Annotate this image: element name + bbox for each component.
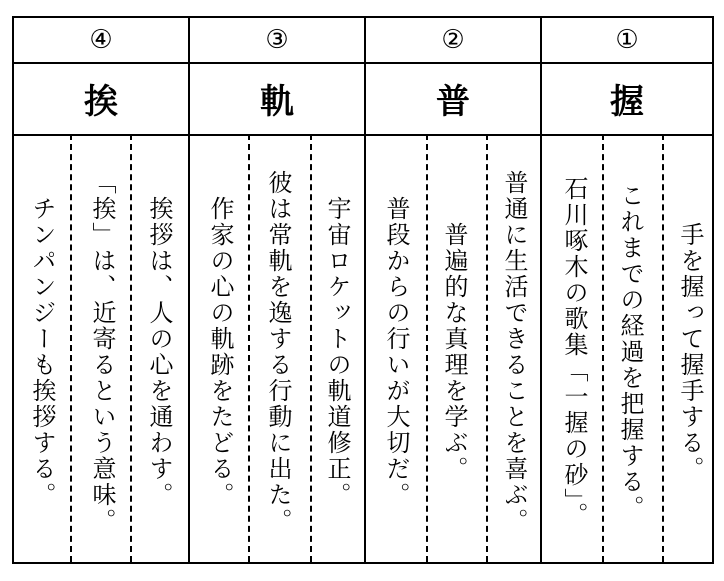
example-sentence: 普通に生活できることを喜ぶ。 <box>500 170 528 534</box>
column-kanji: 握 <box>542 62 712 136</box>
example-sentence: 普段からの行いが大切だ。 <box>382 196 410 508</box>
example-sentence: チンパンジーも挨拶する。 <box>28 196 56 508</box>
sentence-area <box>366 134 540 562</box>
example-sentence: 彼は常軌を逸する行動に出た。 <box>264 170 292 534</box>
column-2 <box>364 18 540 562</box>
column-kanji: 挨 <box>14 62 188 136</box>
column-3 <box>188 18 364 562</box>
dashed-divider <box>426 134 428 562</box>
dashed-divider <box>310 134 312 562</box>
example-sentence: 石川啄木の歌集「一握の砂」。 <box>560 176 588 528</box>
column-kanji: 普 <box>366 62 540 136</box>
example-sentence: 挨拶は、人の心を通わす。 <box>145 196 173 508</box>
dashed-divider <box>70 134 72 562</box>
column-1 <box>540 18 712 562</box>
example-sentence: これまでの経過を把握する。 <box>616 183 644 521</box>
dashed-divider <box>486 134 488 562</box>
column-number: ③ <box>190 18 364 64</box>
sentence-area <box>542 134 712 562</box>
example-sentence: 宇宙ロケットの軌道修正。 <box>323 196 351 508</box>
column-kanji: 軌 <box>190 62 364 136</box>
kanji-practice-sheet <box>12 16 714 564</box>
column-number: ④ <box>14 18 188 64</box>
sentence-area <box>190 134 364 562</box>
example-sentence: 手を握って握手する。 <box>676 222 704 482</box>
sentence-area <box>14 134 188 562</box>
dashed-divider <box>662 134 664 562</box>
column-number: ② <box>366 18 540 64</box>
example-sentence: 「挨」は、近寄るという意味。 <box>88 170 116 534</box>
example-sentence: 作家の心の軌跡をたどる。 <box>206 196 234 508</box>
column-4 <box>14 18 188 562</box>
column-number: ① <box>542 18 712 64</box>
dashed-divider <box>130 134 132 562</box>
example-sentence: 普遍的な真理を学ぶ。 <box>440 222 468 482</box>
dashed-divider <box>602 134 604 562</box>
dashed-divider <box>248 134 250 562</box>
